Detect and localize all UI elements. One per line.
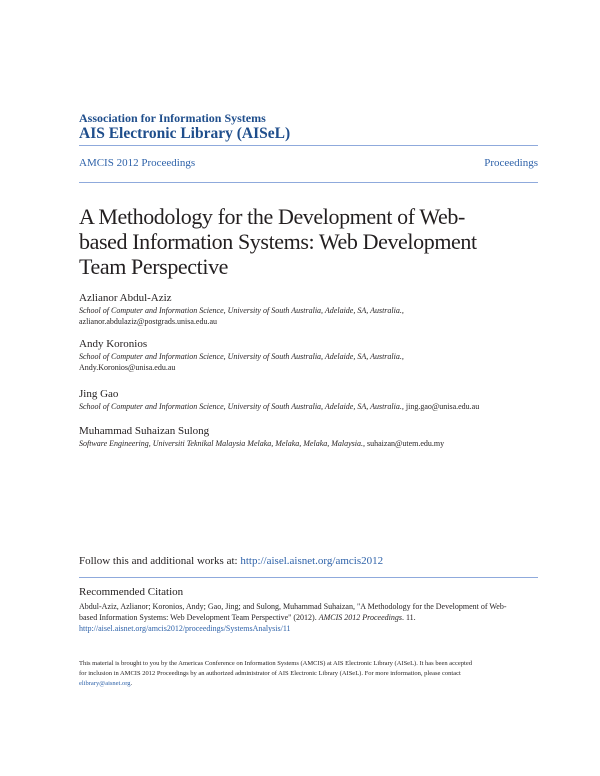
author-email: jing.gao@unisa.edu.au: [405, 402, 480, 411]
divider-nav: [79, 182, 538, 183]
notice-line-2: for inclusion in AMCIS 2012 Proceedings by an authorized administrator of AIS Electronic Library (AISeL). For more information, please contact: [79, 670, 461, 677]
paper-title: [79, 204, 539, 279]
author-block: [79, 337, 549, 373]
author-affiliation: Software Engineering, Universiti Teknikal Malaysia Melaka, Melaka, Melaka, Malaysia.,: [79, 439, 366, 448]
author-email: Andy.Koronios@unisa.edu.au: [79, 363, 176, 372]
citation-title-part: based Information Systems: Web Development Team Perspective" (2012).: [79, 613, 317, 622]
author-affiliation: School of Computer and Information Science, University of South Australia, Adelaide, SA, Australia.,: [79, 402, 404, 411]
org-name[interactable]: Association for Information Systems: [79, 111, 266, 125]
author-block: [79, 387, 549, 412]
proceedings-link[interactable]: Proceedings: [484, 157, 538, 169]
notice-line-1: This material is brought to you by the Americas Conference on Information Systems (AMCIS) at AIS Electronic Library (AISeL). It has been accepted: [79, 660, 472, 667]
author-email: suhaizan@utem.edu.my: [367, 439, 445, 448]
follow-text: Follow this and additional works at:: [79, 555, 238, 567]
author-affiliation-email: [79, 401, 549, 412]
title-line-1: A Methodology for the Development of Web-: [79, 204, 465, 229]
divider-top: [79, 145, 538, 146]
author-name: Andy Koronios: [79, 338, 148, 350]
notice-period: .: [130, 680, 133, 687]
author-block: [79, 291, 549, 327]
author-name: Jing Gao: [79, 388, 119, 400]
follow-line: [79, 555, 383, 567]
author-name: Muhammad Suhaizan Sulong: [79, 425, 210, 437]
title-line-2: based Information Systems: Web Development: [79, 229, 477, 254]
divider-follow: [79, 577, 538, 578]
citation-line-2: [79, 612, 524, 623]
citation-text: [79, 601, 524, 634]
follow-link[interactable]: http://aisel.aisnet.org/amcis2012: [240, 555, 384, 567]
recommended-citation-heading: Recommended Citation: [79, 586, 184, 598]
author-email: azlianor.abdulaziz@postgrads.unisa.edu.au: [79, 317, 217, 326]
author-affiliation-email: [79, 438, 549, 449]
title-line-3: Team Perspective: [79, 254, 229, 279]
proceedings-series-link[interactable]: AMCIS 2012 Proceedings: [79, 157, 196, 169]
citation-venue: AMCIS 2012 Proceedings: [318, 613, 402, 622]
author-block: [79, 424, 549, 449]
citation-link[interactable]: http://aisel.aisnet.org/amcis2012/proceedings/SystemsAnalysis/11: [79, 624, 291, 633]
repository-header: [79, 111, 290, 143]
library-name[interactable]: AIS Electronic Library (AISeL): [79, 125, 291, 142]
citation-number: . 11.: [401, 613, 416, 622]
citation-line-1: Abdul-Aziz, Azlianor; Koronios, Andy; Gao, Jing; and Sulong, Muhammad Suhaizan, "A Methodology for the Development of Web-: [79, 602, 507, 611]
author-name: Azlianor Abdul-Aziz: [79, 292, 172, 304]
author-affiliation: School of Computer and Information Science, University of South Australia, Adelaide, SA, Australia.,: [79, 352, 404, 361]
contact-email-link[interactable]: elibrary@aisnet.org: [79, 680, 131, 687]
notice-line-3: [79, 679, 529, 689]
repository-notice: [79, 659, 529, 689]
author-affiliation: School of Computer and Information Science, University of South Australia, Adelaide, SA, Australia.,: [79, 306, 404, 315]
